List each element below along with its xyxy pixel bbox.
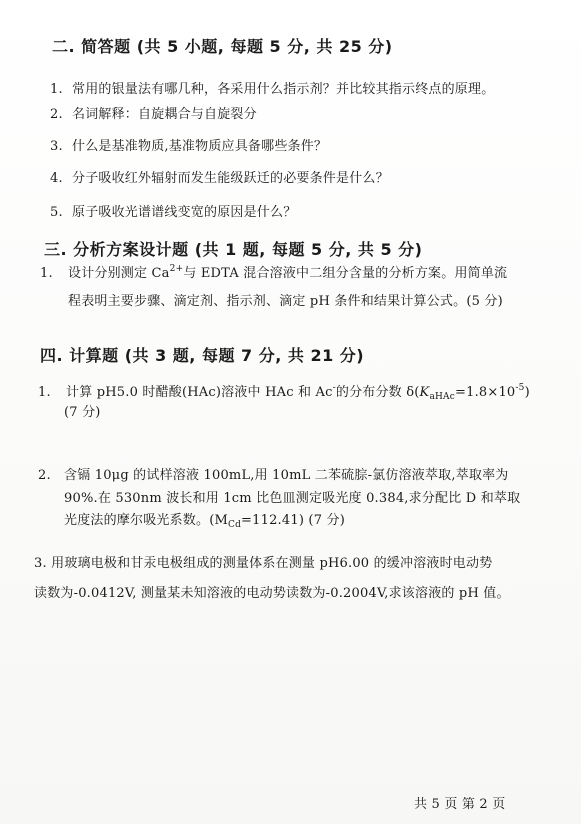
question-text: 含镉 10μg 的试样溶液 100mL,用 10mL 二苯硫腙-氯仿溶液萃取,萃取率为: [64, 468, 509, 483]
question-text: 与 EDTA 混合溶液中二组分含量的分析方案。用简单流: [183, 266, 508, 281]
question-4-2-line2: 90%.在 530nm 波长和用 1cm 比色皿测定吸光度 0.384,求分配比 D 和萃取: [64, 491, 521, 506]
superscript: -: [332, 383, 336, 393]
question-4-2-line3: [64, 509, 345, 530]
question-text: 的分布分数 δ(: [335, 385, 420, 400]
question-number: 1.: [38, 385, 51, 400]
constant-symbol: K: [419, 385, 430, 400]
question-text: 名词解释：自旋耦合与自旋裂分: [72, 107, 257, 122]
question-text: 常用的银量法有哪几种，各采用什么指示剂？并比较其指示终点的原理。: [72, 82, 495, 97]
question-4-1: [38, 381, 530, 402]
question-number: 2.: [50, 107, 63, 122]
question-text: 计算 pH5.0 时醋酸(HAc)溶液中 HAc 和 Ac: [66, 385, 333, 400]
question-4-3: 3. 用玻璃电极和甘汞电极组成的测量体系在测量 pH6.00 的缓冲溶液时电动势: [34, 556, 493, 571]
question-3-1: [40, 262, 507, 281]
question-number: 3.: [50, 139, 63, 154]
question-2-4: [50, 167, 389, 186]
question-text: =1.8×10: [455, 385, 516, 400]
question-text: 分子吸收红外辐射而发生能级跃迁的必要条件是什么？: [72, 171, 389, 186]
question-text: 原子吸收光谱谱线变宽的原因是什么？: [72, 205, 297, 220]
page-footer: 共 5 页 第 2 页: [414, 797, 506, 812]
question-4-2: [38, 464, 509, 483]
question-2-3: [50, 135, 327, 154]
question-2-1: [50, 78, 494, 97]
question-number: 2.: [38, 468, 51, 483]
question-3-1-line2: 程表明主要步骤、滴定剂、指示剂、滴定 pH 条件和结果计算公式。(5 分): [68, 294, 503, 309]
question-text: 什么是基准物质,基准物质应具备哪些条件？: [72, 139, 328, 154]
section-4-heading: 四. 计算题 (共 3 题, 每题 7 分, 共 21 分): [40, 346, 365, 365]
subscript: aHAc: [429, 392, 455, 402]
question-text: =112.41) (7 分): [241, 513, 345, 528]
question-text: ): [524, 385, 530, 400]
question-text: 设计分别测定 Ca: [68, 266, 170, 281]
section-3-heading: 三. 分析方案设计题 (共 1 题, 每题 5 分, 共 5 分): [44, 240, 423, 259]
subscript: Cd: [227, 520, 242, 530]
question-2-2: [50, 103, 257, 122]
question-4-1-line2: (7 分): [64, 405, 101, 420]
question-number: 1.: [50, 82, 63, 97]
superscript: -5: [515, 383, 525, 393]
question-text: 光度法的摩尔吸光系数。(M: [64, 513, 228, 528]
section-2-heading: 二. 简答题 (共 5 小题, 每题 5 分, 共 25 分): [52, 37, 393, 56]
question-number: 1.: [40, 266, 53, 281]
question-number: 4.: [50, 171, 63, 186]
question-2-5: [50, 201, 296, 220]
superscript: 2+: [169, 264, 184, 274]
question-number: 5.: [50, 205, 63, 220]
question-4-3-line2: 读数为-0.0412V, 测量某未知溶液的电动势读数为-0.2004V,求该溶液的 pH 值。: [34, 586, 510, 601]
